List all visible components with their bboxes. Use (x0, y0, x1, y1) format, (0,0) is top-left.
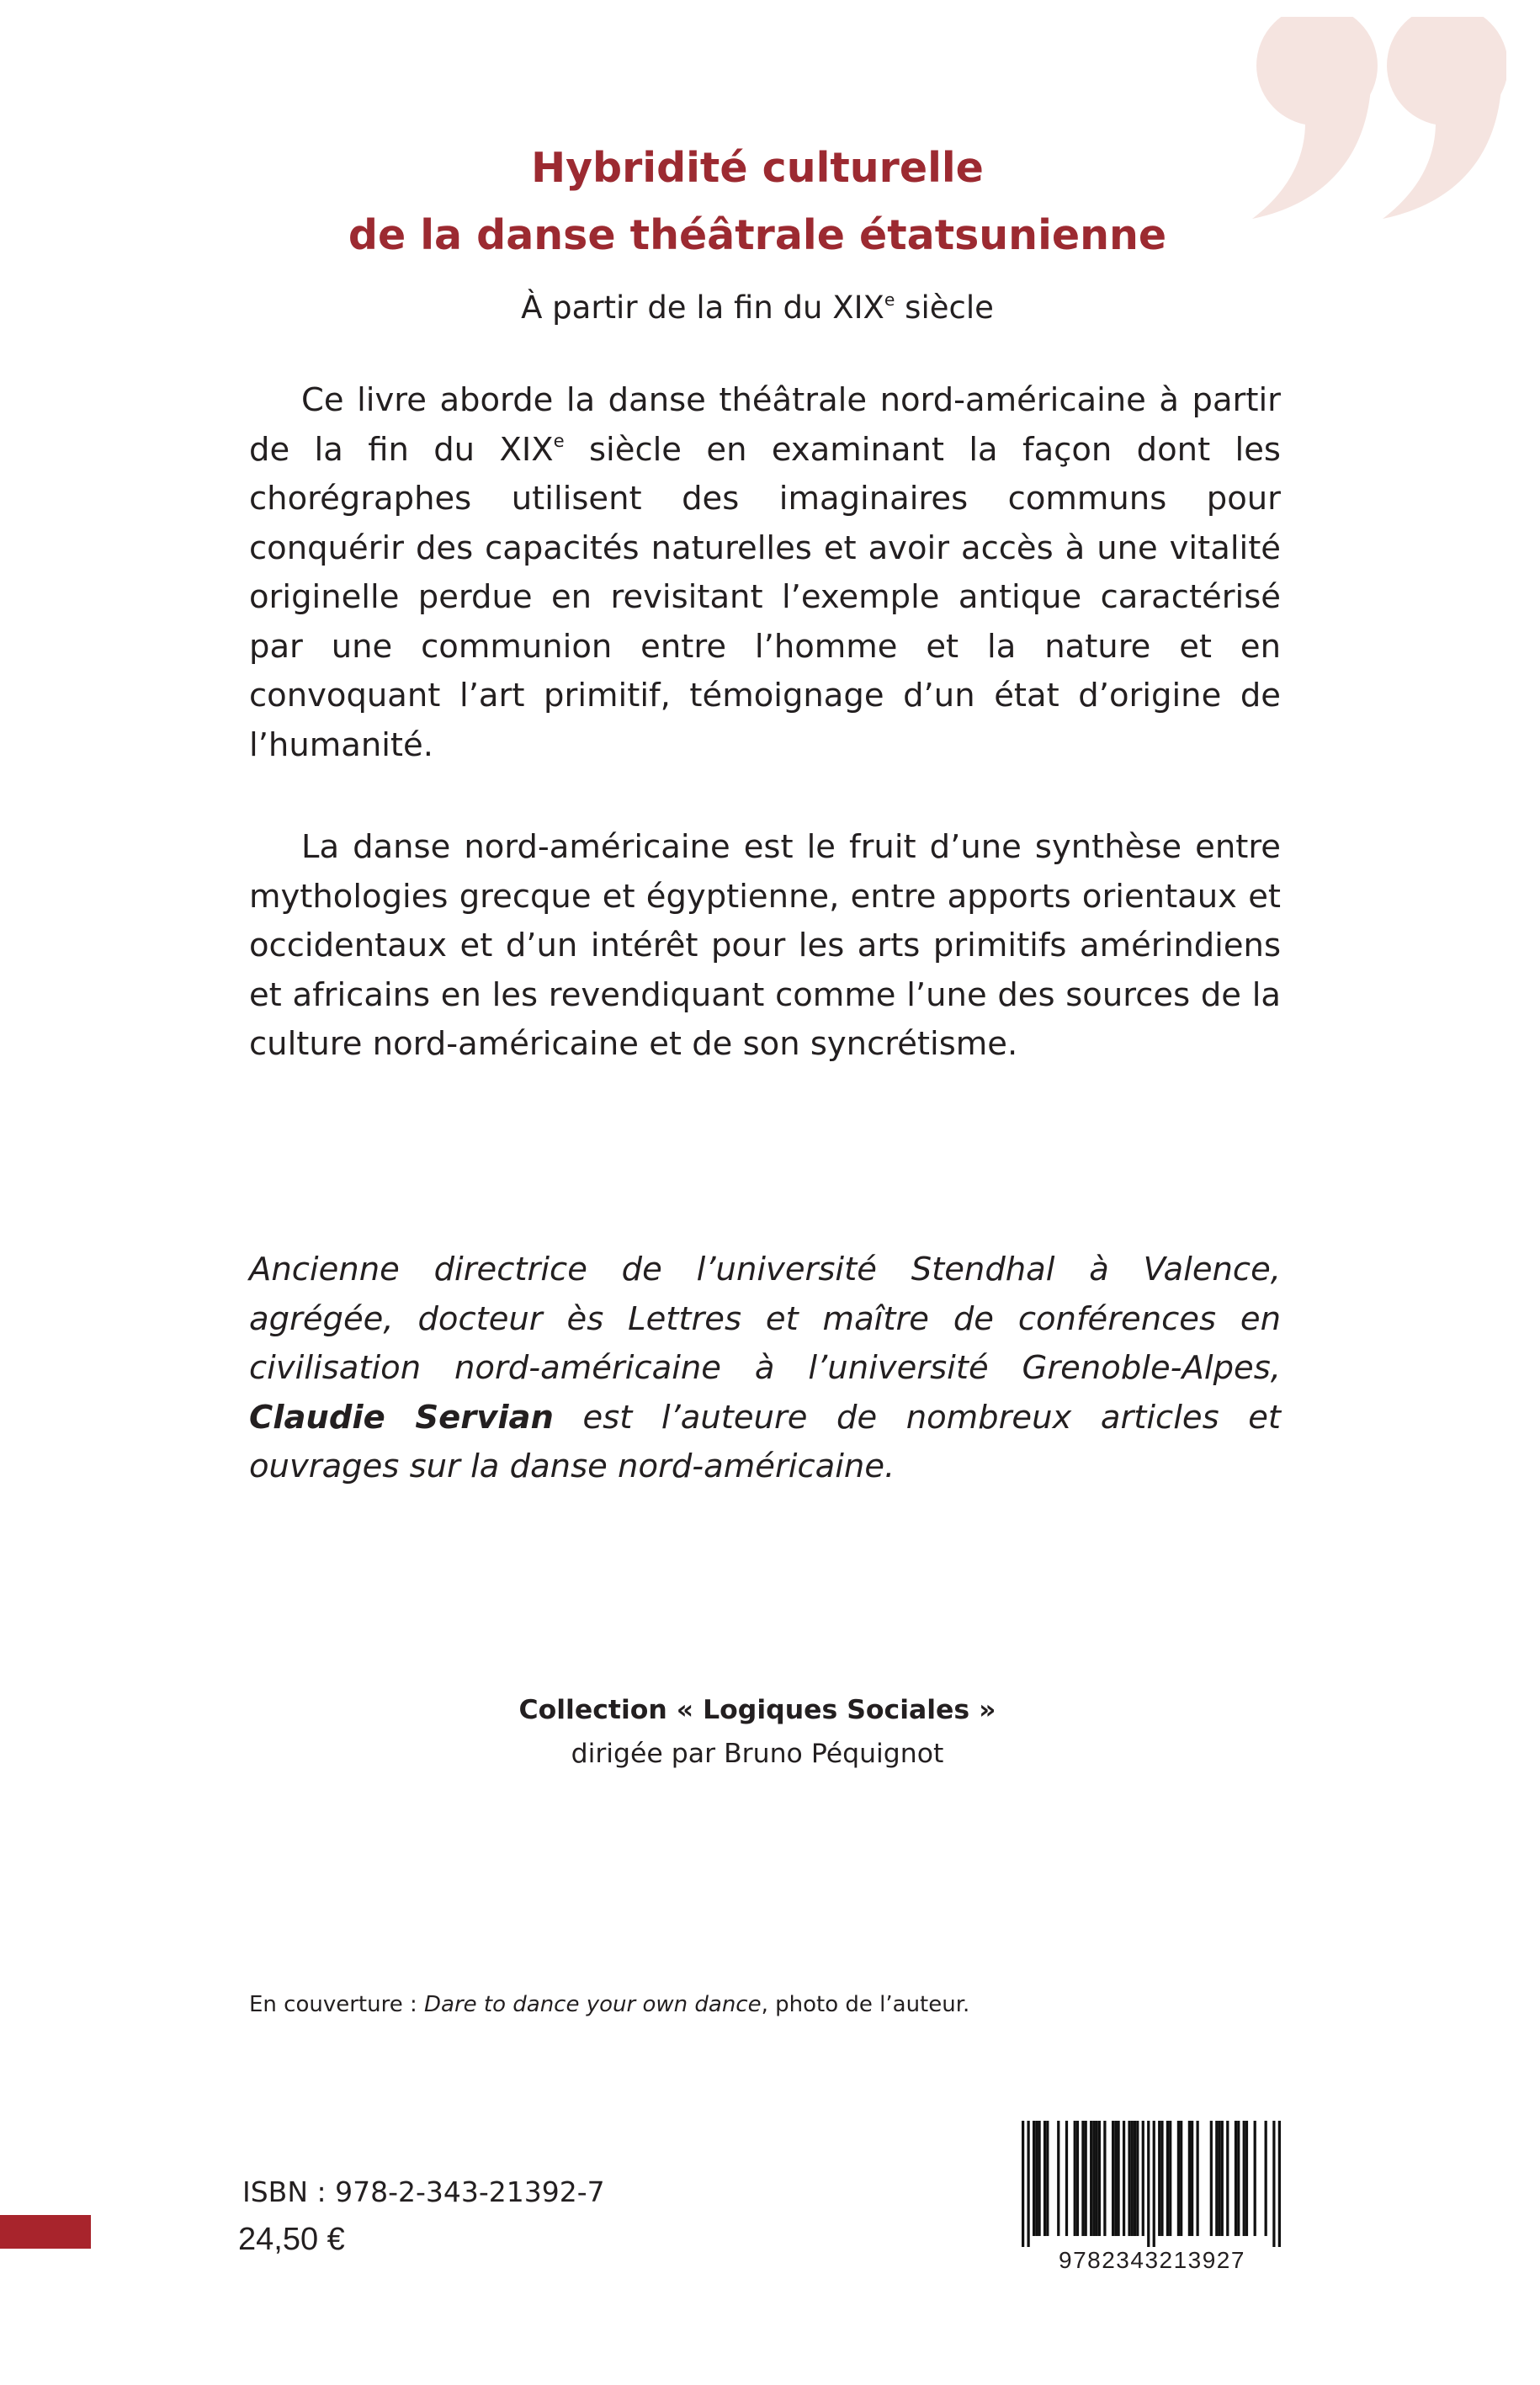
barcode-bar (1188, 2121, 1191, 2236)
book-title-line-1: Hybridité culturelle (531, 144, 984, 192)
barcode-bar (1180, 2121, 1182, 2236)
red-accent-bar (0, 2215, 91, 2249)
barcode-bar (1131, 2121, 1134, 2236)
book-subtitle (252, 284, 1262, 332)
barcode-bar (1272, 2121, 1275, 2247)
barcode-bar (1117, 2121, 1119, 2236)
barcode-bar (1153, 2121, 1155, 2247)
barcode-bar (1221, 2121, 1224, 2236)
barcode-bar (1090, 2121, 1092, 2236)
barcode-bar (1076, 2121, 1079, 2236)
barcode-bar (1103, 2121, 1106, 2236)
barcode-bar (1057, 2121, 1059, 2236)
barcode-bar (1265, 2121, 1267, 2236)
book-title (252, 135, 1262, 269)
author-name: Claudie Servian (249, 1398, 554, 1437)
barcode-bar (1254, 2121, 1256, 2236)
barcode-bar (1191, 2121, 1193, 2236)
barcode-bar (1033, 2121, 1035, 2236)
quote-glyph (1383, 17, 1506, 219)
barcode-bar (1092, 2121, 1095, 2236)
cover-credit (249, 1988, 969, 2021)
barcode-digits: 9782343213927 (1059, 2247, 1245, 2273)
barcode-bar (1134, 2121, 1136, 2236)
cover-photo-title: Dare to dance your own dance (424, 1992, 762, 2017)
barcode-bar (1158, 2121, 1160, 2236)
barcode-bar (1123, 2121, 1125, 2236)
barcode-bar (1177, 2121, 1180, 2236)
barcode-bar (1112, 2121, 1114, 2236)
barcode-bar (1237, 2121, 1240, 2236)
barcode-bar (1142, 2121, 1144, 2236)
paragraph-1-text-end: siècle en examinant la façon dont les chorégraphes utilisent des imaginaires communs pour conquérir des capacités naturelles et avoir accès à une vitalité originelle perdue en revisitant l’exemple antique caractérisé par une communion entre l’homme et la nature et en convoquant l’art primitif, témoignage d’un état d’origine de l’humanité. (249, 430, 1281, 764)
collection-title: Collection « Logiques Sociales » (518, 1695, 996, 1725)
barcode-bar (1046, 2121, 1049, 2236)
description-paragraph-2: La danse nord-américaine est le fruit d’une synthèse entre mythologies grecque et égyptienne, entre apports orientaux et occidentaux et d’un intérêt pour les arts primitifs amérindiens et africains en les revendiquant comme l’une des sources de la culture nord-américaine et de son syncrétisme. (249, 828, 1281, 1063)
barcode-bar (1027, 2121, 1029, 2247)
barcode-bar (1022, 2121, 1024, 2247)
barcode-bar (1226, 2121, 1229, 2236)
book-title-line-2: de la danse théâtrale étatsunienne (348, 211, 1167, 259)
collection-director: dirigée par Bruno Péquignot (571, 1739, 944, 1769)
barcode-bar (1147, 2121, 1150, 2247)
author-bio-text: Ancienne directrice de l’université Stendhal à Valence, agrégée, docteur ès Lettres et maître de conférences en civilisation nord-américaine à l’université Grenoble-Alpes, (249, 1251, 1281, 1387)
isbn: ISBN : 978-2-343-21392-7 (242, 2175, 605, 2208)
barcode-bar (1074, 2121, 1076, 2236)
barcode-bar (1114, 2121, 1117, 2236)
author-bio-text-end: est l’auteure de nombreux articles et ouvrages sur la danse nord-américaine. (249, 1398, 1281, 1485)
barcode-bar (1096, 2121, 1098, 2236)
barcode-bar (1128, 2121, 1130, 2236)
collection-info (252, 1688, 1262, 1776)
quote-glyph (1252, 17, 1378, 219)
barcode-bar (1215, 2121, 1218, 2236)
price: 24,50 € (238, 2222, 345, 2257)
barcode-bar (1081, 2121, 1084, 2236)
author-bio (249, 1246, 1281, 1492)
barcode-bar (1245, 2121, 1248, 2236)
barcode-bar (1278, 2121, 1281, 2247)
barcode-bar (1085, 2121, 1087, 2236)
cover-credit-prefix: En couverture : (249, 1992, 424, 2017)
barcode-bar (1043, 2121, 1046, 2236)
description-paragraph-1 (249, 376, 1281, 770)
subtitle-superscript: e (884, 289, 895, 310)
barcode-bar (1235, 2121, 1237, 2236)
barcode-bar (1196, 2121, 1198, 2236)
cover-credit-suffix: , photo de l’auteur. (761, 1992, 970, 2017)
paragraph-1-superscript: e (553, 429, 565, 451)
barcode-bar (1098, 2121, 1101, 2236)
barcode-bar (1210, 2121, 1213, 2236)
barcode (1022, 2121, 1281, 2247)
right-double-quote-icon (1245, 17, 1506, 227)
subtitle-text: À partir de la fin du XIX (521, 289, 884, 326)
barcode-bar (1038, 2121, 1040, 2236)
paragraph-1-text: Ce livre aborde la danse théâtrale nord-américaine à partir de la fin du XIX (249, 381, 1281, 469)
barcode-bar (1160, 2121, 1163, 2236)
barcode-bar (1169, 2121, 1171, 2236)
barcode-bar (1243, 2121, 1245, 2236)
barcode-bar (1136, 2121, 1139, 2236)
subtitle-text-end: siècle (895, 289, 994, 326)
barcode-bar (1166, 2121, 1169, 2236)
barcode-bar (1218, 2121, 1220, 2236)
barcode-bar (1065, 2121, 1068, 2236)
barcode-bar (1035, 2121, 1038, 2236)
